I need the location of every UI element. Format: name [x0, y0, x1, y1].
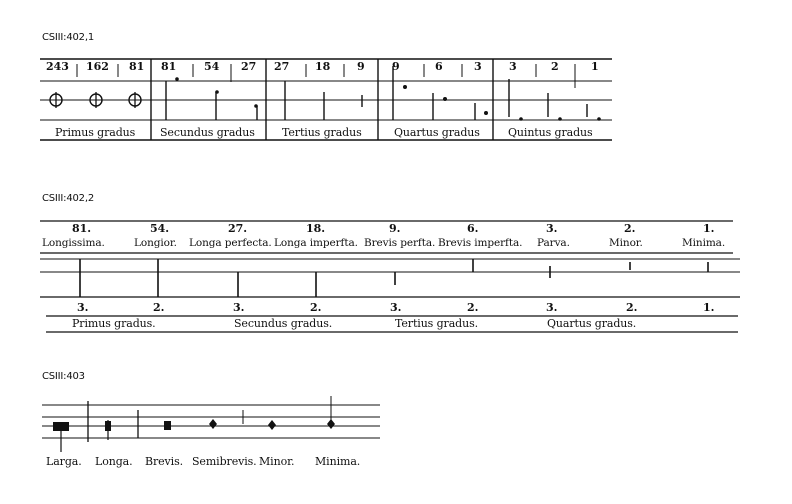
ex2-top-number: 6.: [467, 222, 479, 235]
ex2-note-name: Minima.: [682, 237, 726, 249]
ex1-grade-label: Tertius gradus: [282, 126, 362, 139]
ex2-grade-label: Primus gradus.: [72, 317, 156, 330]
ex2-bottom-number: 3.: [233, 301, 245, 314]
ex1-staff: [40, 59, 612, 140]
ex2-bottom-number: 2.: [467, 301, 479, 314]
ex1-number: 54: [204, 60, 220, 73]
ex1-number: 6: [435, 60, 443, 73]
caption-example-3: CSIII:403: [42, 371, 85, 382]
ex1-grade-label: Secundus gradus: [160, 126, 255, 139]
ex2-note-name: Longa imperfta.: [274, 237, 358, 249]
ex2-top-number: 9.: [389, 222, 401, 235]
ex1-grade-label: Primus gradus: [55, 126, 136, 139]
ex1-number: 27: [241, 60, 257, 73]
caption-example-2: CSIII:402,2: [42, 193, 94, 204]
ex2-note-name: Minor.: [609, 237, 643, 249]
ex2-bottom-number: 2.: [153, 301, 165, 314]
ex2-top-number: 1.: [703, 222, 715, 235]
ex1-number: 18: [315, 60, 331, 73]
ex2-top-number: 81.: [72, 222, 92, 235]
ex1-quartus-strokes: [393, 66, 475, 120]
ex2-note-strokes: [80, 259, 708, 297]
ex2-bottom-number: 2.: [626, 301, 638, 314]
ex2-top-number: 18.: [306, 222, 326, 235]
ex1-number: 81: [129, 60, 145, 73]
ex2-bottom-number: 3.: [390, 301, 402, 314]
ex3-note-name: Brevis.: [145, 455, 184, 468]
ex3-note-heads: [53, 419, 335, 431]
ex2-lines: [40, 221, 740, 332]
ex2-top-number: 3.: [546, 222, 558, 235]
ex1-grade-label: Quartus gradus: [394, 126, 480, 139]
ex2-top-number: 2.: [624, 222, 636, 235]
ex1-number: 9: [357, 60, 365, 73]
ex1-number: 9: [392, 60, 400, 73]
ex1-number: 3: [474, 60, 482, 73]
ex2-grade-label: Quartus gradus.: [547, 317, 637, 330]
ex2-note-name: Brevis perfta.: [364, 237, 436, 249]
ex2-grade-label: Secundus gradus.: [234, 317, 333, 330]
caption-example-1: CSIII:402,1: [42, 32, 94, 43]
ex1-number: 81: [161, 60, 177, 73]
ex1-number: 2: [551, 60, 559, 73]
ex3-note-name: Larga.: [46, 455, 82, 468]
ex2-top-number: 27.: [228, 222, 248, 235]
ex1-number: 3: [509, 60, 517, 73]
ex2-note-name: Longissima.: [42, 237, 105, 249]
ex3-note-name: Longa.: [95, 455, 133, 468]
ex2-bottom-number: 3.: [77, 301, 89, 314]
ex1-number: 243: [46, 60, 69, 73]
ex3-note-name: Minor.: [259, 455, 295, 468]
ex2-bottom-number: 1.: [703, 301, 715, 314]
ex2-note-name: Longa perfecta.: [189, 237, 272, 249]
ex1-number: 27: [274, 60, 290, 73]
ex2-note-name: Brevis imperfta.: [438, 237, 523, 249]
ex2-top-number: 54.: [150, 222, 170, 235]
ex2-grade-label: Tertius gradus.: [395, 317, 479, 330]
ex2-note-name: Longior.: [134, 237, 177, 249]
ex2-note-name: Parva.: [537, 237, 570, 249]
ex1-number: 1: [591, 60, 599, 73]
ex2-bottom-number: 3.: [546, 301, 558, 314]
ex1-grade-label: Quintus gradus: [508, 126, 593, 139]
ex1-number: 162: [86, 60, 109, 73]
ex3-note-name: Minima.: [315, 455, 361, 468]
ex3-note-name: Semibrevis.: [192, 455, 257, 468]
ex2-bottom-number: 2.: [310, 301, 322, 314]
